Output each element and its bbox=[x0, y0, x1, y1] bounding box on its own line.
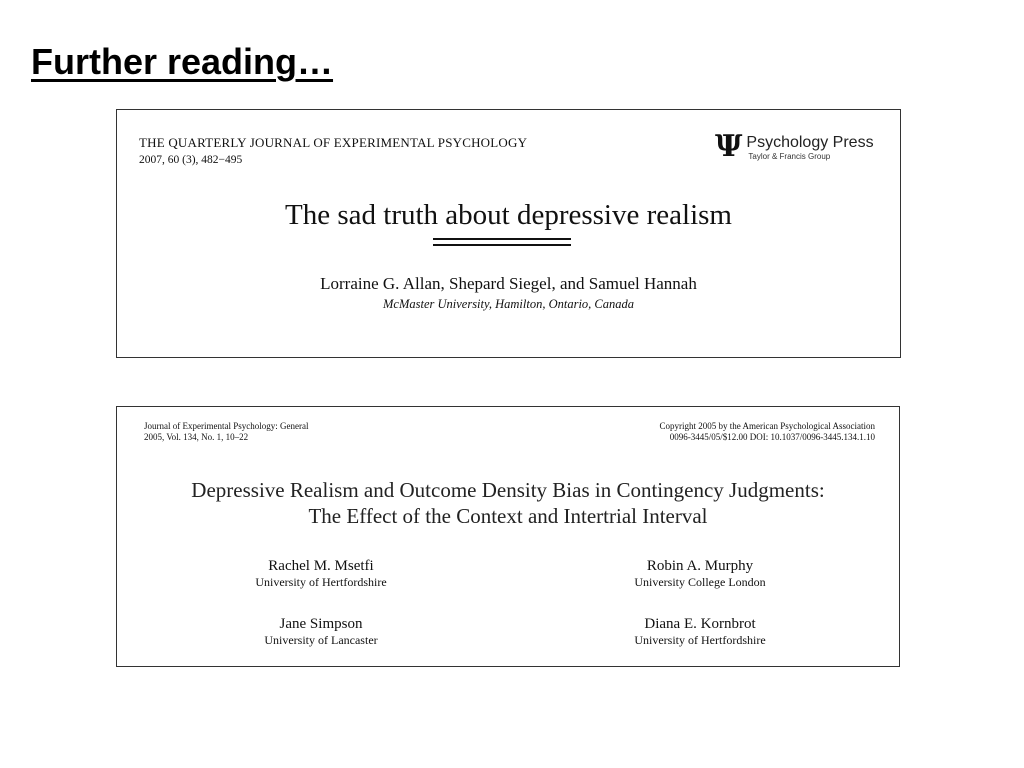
author-block bbox=[600, 557, 800, 589]
publisher-group: Taylor & Francis Group bbox=[748, 152, 831, 161]
journal-name: Journal of Experimental Psychology: General bbox=[144, 421, 309, 431]
author-block bbox=[221, 615, 421, 647]
paper-title bbox=[117, 477, 899, 529]
paper-card-msetfi-2005 bbox=[116, 406, 900, 667]
author-affiliation: University College London bbox=[634, 575, 766, 589]
journal-name: THE QUARTERLY JOURNAL OF EXPERIMENTAL PSYCHOLOGY bbox=[139, 135, 528, 150]
author-name: Robin A. Murphy bbox=[646, 558, 754, 574]
author-block bbox=[600, 615, 800, 647]
journal-citation: 2007, 60 (3), 482−495 bbox=[139, 154, 243, 166]
publisher-logo bbox=[715, 129, 874, 164]
paper-affiliation: McMaster University, Hamilton, Ontario, Canada bbox=[382, 297, 635, 311]
author-name: Rachel M. Msetfi bbox=[268, 558, 374, 574]
paper-title-line-1: Depressive Realism and Outcome Density Bias in Contingency Judgments: bbox=[191, 478, 825, 502]
author-affiliation: University of Hertfordshire bbox=[634, 633, 766, 647]
paper-authors: Lorraine G. Allan, Shepard Siegel, and Samuel Hannah bbox=[320, 274, 697, 293]
author-block bbox=[221, 557, 421, 589]
title-double-rule bbox=[433, 238, 571, 246]
journal-citation: 2005, Vol. 134, No. 1, 10–22 bbox=[144, 432, 249, 442]
author-name: Diana E. Kornbrot bbox=[644, 616, 756, 632]
author-name: Jane Simpson bbox=[279, 616, 363, 632]
paper-card-allan-2007 bbox=[116, 109, 901, 358]
slide-title: Further reading… bbox=[31, 41, 334, 82]
paper-title-line-2: The Effect of the Context and Intertrial Interval bbox=[308, 504, 708, 528]
author-affiliation: University of Lancaster bbox=[264, 633, 378, 647]
author-affiliation: University of Hertfordshire bbox=[255, 575, 387, 589]
psi-logo-icon: Ψ bbox=[715, 129, 743, 164]
issn-doi: 0096-3445/05/$12.00 DOI: 10.1037/0096-3445.134.1.10 bbox=[669, 432, 875, 442]
publisher-name: Psychology Press bbox=[746, 134, 874, 151]
paper-title: The sad truth about depressive realism bbox=[285, 199, 732, 231]
copyright-notice: Copyright 2005 by the American Psychological Association bbox=[659, 421, 875, 431]
